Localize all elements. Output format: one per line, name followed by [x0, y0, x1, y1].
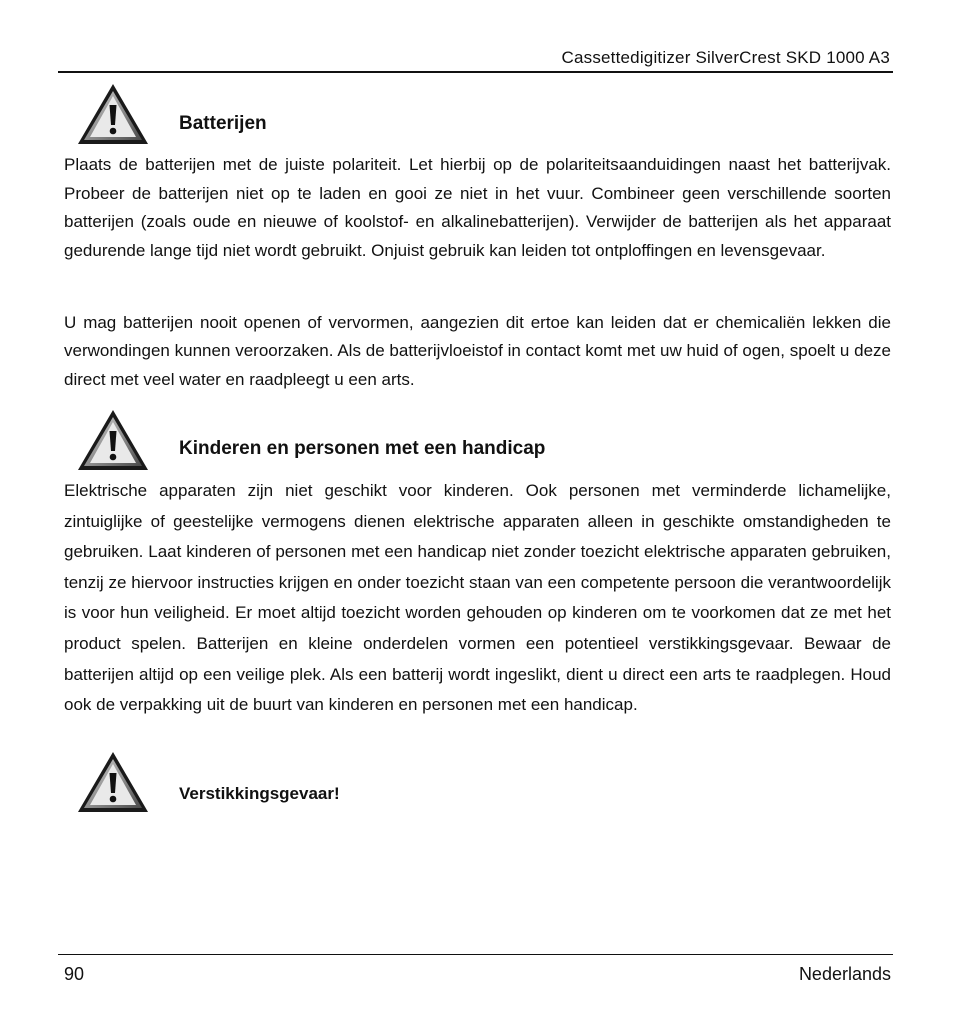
section-heading-verstikkingsgevaar: Verstikkingsgevaar! — [179, 784, 340, 803]
warning-triangle-icon — [77, 409, 149, 471]
paragraph-batterijen-2: U mag batterijen nooit openen of vervormen, aangezien dit ertoe kan leiden dat er chemicaliën lekken die verwondingen kunnen veroorzaken. Als de batterijvloeistof in contact komt met uw huid of ogen, spoelt u deze direct met veel water en raadpleegt u een arts. — [64, 313, 891, 389]
section-heading-batterijen: Batterijen — [179, 113, 267, 134]
paragraph-batterijen-1: Plaats de batterijen met de juiste polariteit. Let hierbij op de polariteitsaanduidingen naast het batterijvak. Probeer de batterijen niet op te laden en gooi ze niet in het vuur. Combineer geen verschillende soorten batterijen (zoals oude en nieuwe of koolstof- en alkalinebatterijen). Verwijder de batterijen als het apparaat gedurende lange tijd niet wordt gebruikt. Onjuist gebruik kan leiden tot ontploffingen en levensgevaar. — [64, 155, 891, 260]
paragraph-kinderen-1: Elektrische apparaten zijn niet geschikt voor kinderen. Ook personen met verminderde lichamelijke, zintuiglijke of geestelijke vermogens dienen elektrische apparaten alleen in geschikte omstandigheden te gebruiken. Laat kinderen of personen met een handicap niet zonder toezicht elektrische apparaten gebruiken, tenzij ze hiervoor instructies krijgen en onder toezicht staan van een competente persoon die verantwoordelijk is voor hun veiligheid. Er moet altijd toezicht worden gehouden op kinderen om te voorkomen dat ze met het product spelen. Batterijen en kleine onderdelen vormen een potentieel verstikkingsgevaar. Bewaar de batterijen altijd op een veilige plek. Als een batterij wordt ingeslikt, dient u direct een arts te raadplegen. Houd ook de verpakking uit de buurt van kinderen en personen met een handicap. — [64, 481, 891, 715]
document-title: Cassettedigitizer SilverCrest SKD 1000 A3 — [561, 48, 890, 67]
footer-language: Nederlands — [798, 964, 891, 984]
page-number: 90 — [64, 964, 85, 984]
section-heading-kinderen: Kinderen en personen met een handicap — [179, 438, 546, 459]
warning-triangle-icon — [77, 751, 149, 813]
warning-triangle-icon — [77, 83, 149, 145]
footer-divider — [58, 954, 893, 955]
header-divider — [58, 71, 893, 73]
